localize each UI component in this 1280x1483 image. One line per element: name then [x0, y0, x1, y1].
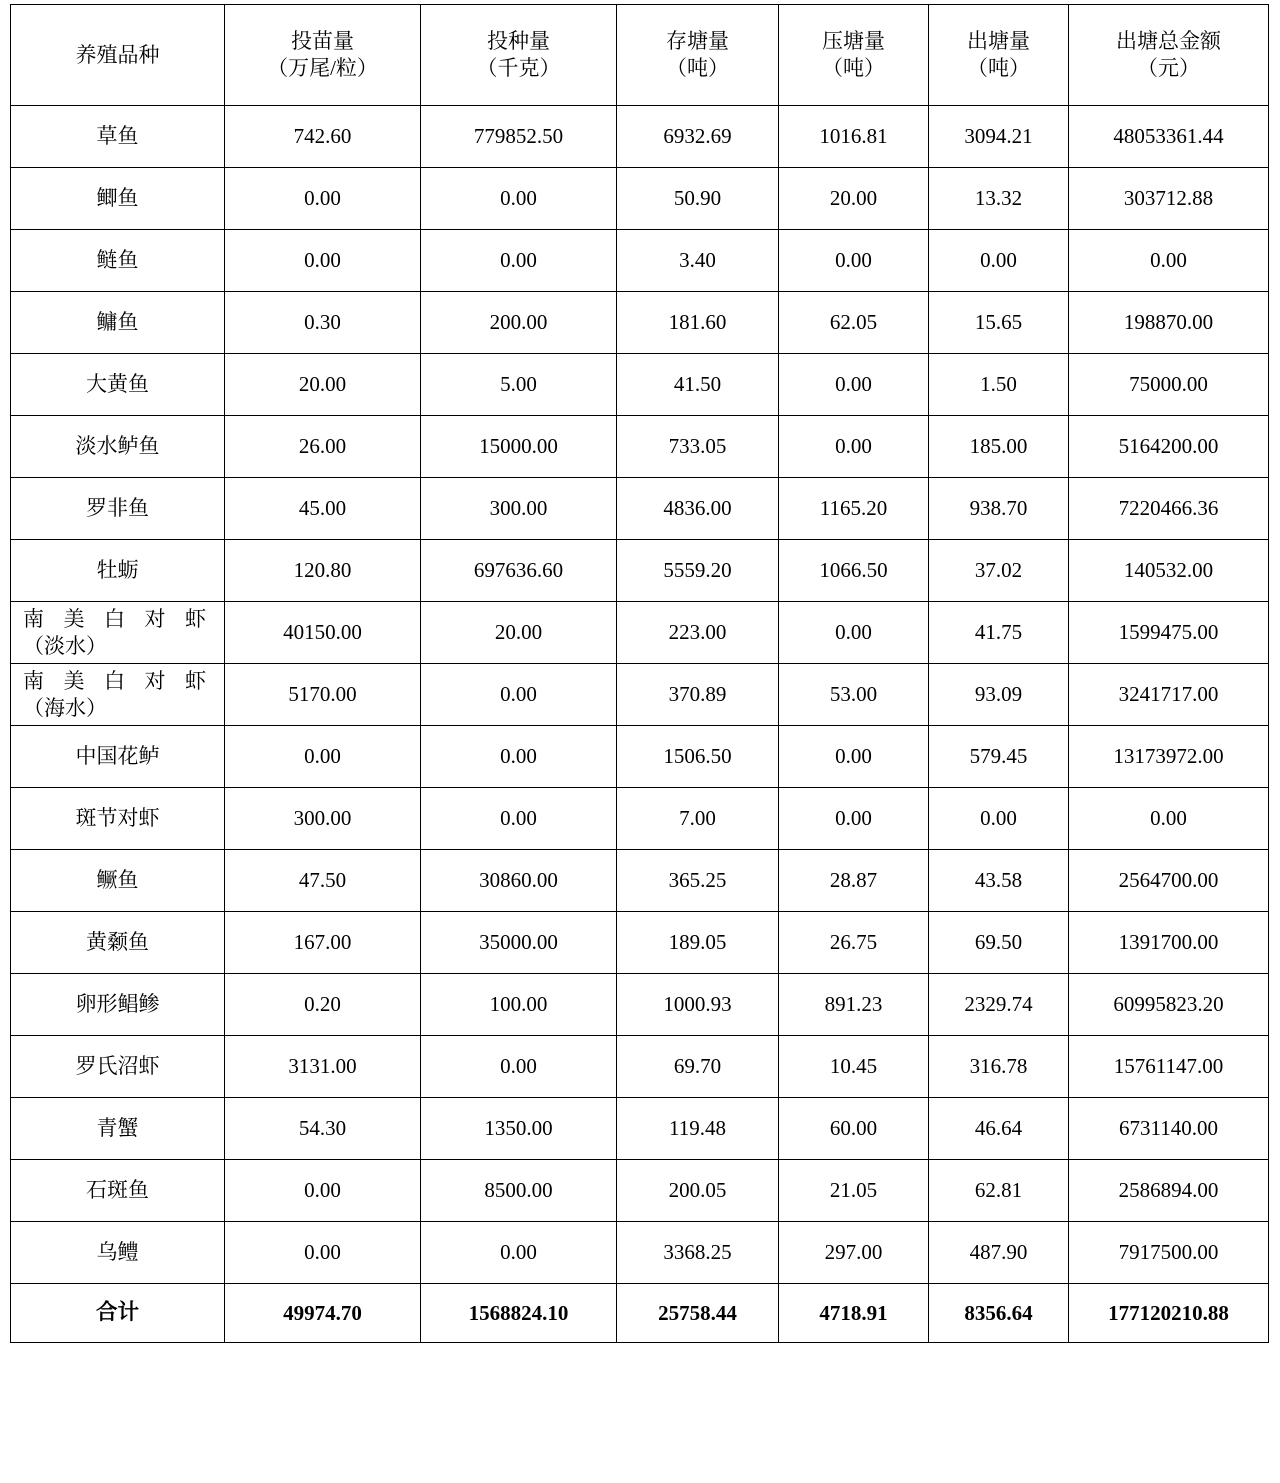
cell-harvest-volume: 46.64 [929, 1098, 1069, 1160]
cell-seedling-volume: 0.00 [225, 230, 421, 292]
cell-stocking-volume: 697636.60 [421, 540, 617, 602]
cell-seedling-volume: 0.00 [225, 1160, 421, 1222]
cell-stocking-volume: 0.00 [421, 1222, 617, 1284]
header-line-2: （元） [1137, 56, 1200, 80]
cell-pond-stock: 4836.00 [617, 478, 779, 540]
header-line-2: （吨） [666, 56, 729, 80]
cell-harvest-volume: 37.02 [929, 540, 1069, 602]
cell-seedling-volume: 300.00 [225, 788, 421, 850]
cell-species: 黄颡鱼 [11, 912, 225, 974]
header-line-1: 出塘量 [967, 29, 1030, 54]
aquaculture-statistics-table [10, 4, 1269, 1343]
header-line-1: 出塘总金额 [1116, 29, 1221, 54]
cell-stocking-volume: 8500.00 [421, 1160, 617, 1222]
cell-harvest-total-amount: 5164200.00 [1069, 416, 1269, 478]
cell-harvest-total-amount: 6731140.00 [1069, 1098, 1269, 1160]
cell-harvest-total-amount: 15761147.00 [1069, 1036, 1269, 1098]
cell-total-harvest-volume: 8356.64 [929, 1284, 1069, 1343]
cell-pond-stock: 7.00 [617, 788, 779, 850]
cell-stocking-volume: 35000.00 [421, 912, 617, 974]
cell-harvest-volume: 0.00 [929, 788, 1069, 850]
header-line-2: （千克） [476, 56, 561, 80]
cell-pond-stock: 69.70 [617, 1036, 779, 1098]
cell-stocking-volume: 1350.00 [421, 1098, 617, 1160]
cell-species: 鲢鱼 [11, 230, 225, 292]
cell-species: 乌鳢 [11, 1222, 225, 1284]
cell-held-stock: 1016.81 [779, 106, 929, 168]
table-row [11, 974, 1269, 1036]
cell-harvest-total-amount: 3241717.00 [1069, 664, 1269, 726]
cell-harvest-total-amount: 13173972.00 [1069, 726, 1269, 788]
cell-harvest-volume: 43.58 [929, 850, 1069, 912]
cell-pond-stock: 733.05 [617, 416, 779, 478]
table-row [11, 912, 1269, 974]
cell-stocking-volume: 5.00 [421, 354, 617, 416]
cell-stocking-volume: 0.00 [421, 1036, 617, 1098]
cell-species: 中国花鲈 [11, 726, 225, 788]
cell-harvest-total-amount: 7917500.00 [1069, 1222, 1269, 1284]
cell-species: 石斑鱼 [11, 1160, 225, 1222]
cell-held-stock: 26.75 [779, 912, 929, 974]
species-line-2: （海水） [23, 695, 107, 720]
header-line-1: 投种量 [487, 29, 550, 54]
table-row [11, 416, 1269, 478]
table-row [11, 1036, 1269, 1098]
cell-harvest-total-amount: 1391700.00 [1069, 912, 1269, 974]
cell-held-stock: 0.00 [779, 602, 929, 664]
cell-seedling-volume: 5170.00 [225, 664, 421, 726]
table-row [11, 850, 1269, 912]
table-row [11, 602, 1269, 664]
cell-pond-stock: 370.89 [617, 664, 779, 726]
cell-species: 大黄鱼 [11, 354, 225, 416]
cell-stocking-volume: 0.00 [421, 788, 617, 850]
cell-stocking-volume: 779852.50 [421, 106, 617, 168]
table-row [11, 1098, 1269, 1160]
header-line-1: 养殖品种 [75, 42, 160, 67]
species-line-2: （淡水） [23, 633, 107, 658]
cell-harvest-total-amount: 2586894.00 [1069, 1160, 1269, 1222]
cell-harvest-volume: 2329.74 [929, 974, 1069, 1036]
cell-seedling-volume: 0.20 [225, 974, 421, 1036]
table-row [11, 1222, 1269, 1284]
cell-pond-stock: 50.90 [617, 168, 779, 230]
cell-stocking-volume: 0.00 [421, 664, 617, 726]
cell-pond-stock: 200.05 [617, 1160, 779, 1222]
cell-stocking-volume: 30860.00 [421, 850, 617, 912]
cell-seedling-volume: 0.00 [225, 1222, 421, 1284]
cell-pond-stock: 189.05 [617, 912, 779, 974]
cell-stocking-volume: 20.00 [421, 602, 617, 664]
column-header-stocking-volume [421, 5, 617, 106]
species-line-1: 南美白对虾 [23, 606, 206, 631]
cell-harvest-total-amount: 2564700.00 [1069, 850, 1269, 912]
table-row [11, 354, 1269, 416]
cell-pond-stock: 1000.93 [617, 974, 779, 1036]
cell-stocking-volume: 0.00 [421, 726, 617, 788]
column-header-harvest-volume [929, 5, 1069, 106]
table-row [11, 106, 1269, 168]
header-line-2: （吨） [967, 56, 1030, 80]
cell-held-stock: 10.45 [779, 1036, 929, 1098]
cell-harvest-volume: 487.90 [929, 1222, 1069, 1284]
document-page [0, 4, 1280, 1343]
cell-harvest-volume: 938.70 [929, 478, 1069, 540]
cell-seedling-volume: 0.00 [225, 168, 421, 230]
cell-harvest-total-amount: 0.00 [1069, 788, 1269, 850]
cell-seedling-volume: 47.50 [225, 850, 421, 912]
cell-species: 鳜鱼 [11, 850, 225, 912]
cell-pond-stock: 223.00 [617, 602, 779, 664]
cell-harvest-volume: 3094.21 [929, 106, 1069, 168]
cell-harvest-volume: 69.50 [929, 912, 1069, 974]
cell-species: 鲫鱼 [11, 168, 225, 230]
table-row [11, 292, 1269, 354]
cell-stocking-volume: 200.00 [421, 292, 617, 354]
cell-species: 青蟹 [11, 1098, 225, 1160]
cell-species: 草鱼 [11, 106, 225, 168]
cell-stocking-volume: 100.00 [421, 974, 617, 1036]
cell-total-pond-stock: 25758.44 [617, 1284, 779, 1343]
cell-total-label: 合计 [11, 1284, 225, 1343]
cell-harvest-total-amount: 60995823.20 [1069, 974, 1269, 1036]
cell-held-stock: 1165.20 [779, 478, 929, 540]
cell-species: 罗非鱼 [11, 478, 225, 540]
cell-pond-stock: 1506.50 [617, 726, 779, 788]
cell-species: 卵形鲳鲹 [11, 974, 225, 1036]
cell-harvest-total-amount: 198870.00 [1069, 292, 1269, 354]
table-total-row [11, 1284, 1269, 1343]
cell-held-stock: 21.05 [779, 1160, 929, 1222]
cell-held-stock: 62.05 [779, 292, 929, 354]
cell-stocking-volume: 0.00 [421, 230, 617, 292]
cell-pond-stock: 181.60 [617, 292, 779, 354]
cell-stocking-volume: 15000.00 [421, 416, 617, 478]
cell-species: 斑节对虾 [11, 788, 225, 850]
cell-harvest-volume: 41.75 [929, 602, 1069, 664]
cell-harvest-total-amount: 7220466.36 [1069, 478, 1269, 540]
header-line-2: （吨） [822, 56, 885, 80]
cell-species: 牡蛎 [11, 540, 225, 602]
cell-harvest-total-amount: 140532.00 [1069, 540, 1269, 602]
header-row [11, 5, 1269, 106]
cell-harvest-volume: 93.09 [929, 664, 1069, 726]
cell-held-stock: 53.00 [779, 664, 929, 726]
cell-harvest-volume: 13.32 [929, 168, 1069, 230]
cell-held-stock: 0.00 [779, 354, 929, 416]
cell-seedling-volume: 54.30 [225, 1098, 421, 1160]
cell-seedling-volume: 167.00 [225, 912, 421, 974]
table-row [11, 230, 1269, 292]
cell-total-stocking-volume: 1568824.10 [421, 1284, 617, 1343]
table-row [11, 1160, 1269, 1222]
cell-harvest-total-amount: 0.00 [1069, 230, 1269, 292]
cell-seedling-volume: 26.00 [225, 416, 421, 478]
cell-pond-stock: 3368.25 [617, 1222, 779, 1284]
table-row [11, 540, 1269, 602]
cell-harvest-total-amount: 48053361.44 [1069, 106, 1269, 168]
cell-held-stock: 0.00 [779, 416, 929, 478]
cell-harvest-volume: 579.45 [929, 726, 1069, 788]
cell-stocking-volume: 300.00 [421, 478, 617, 540]
table-header [11, 5, 1269, 106]
cell-species [11, 664, 225, 726]
table-row [11, 168, 1269, 230]
cell-harvest-total-amount: 75000.00 [1069, 354, 1269, 416]
table-body [11, 106, 1269, 1343]
column-header-harvest-total-amount [1069, 5, 1269, 106]
cell-held-stock: 60.00 [779, 1098, 929, 1160]
cell-species: 鳙鱼 [11, 292, 225, 354]
cell-species [11, 602, 225, 664]
header-line-1: 投苗量 [291, 29, 354, 54]
cell-harvest-volume: 316.78 [929, 1036, 1069, 1098]
cell-pond-stock: 41.50 [617, 354, 779, 416]
cell-pond-stock: 119.48 [617, 1098, 779, 1160]
cell-species: 罗氏沼虾 [11, 1036, 225, 1098]
cell-seedling-volume: 45.00 [225, 478, 421, 540]
cell-seedling-volume: 20.00 [225, 354, 421, 416]
cell-seedling-volume: 0.00 [225, 726, 421, 788]
cell-harvest-volume: 15.65 [929, 292, 1069, 354]
cell-held-stock: 0.00 [779, 230, 929, 292]
cell-held-stock: 297.00 [779, 1222, 929, 1284]
header-line-1: 压塘量 [822, 29, 885, 54]
cell-species: 淡水鲈鱼 [11, 416, 225, 478]
cell-total-harvest-total-amount: 177120210.88 [1069, 1284, 1269, 1343]
cell-total-seedling-volume: 49974.70 [225, 1284, 421, 1343]
cell-harvest-volume: 62.81 [929, 1160, 1069, 1222]
table-row [11, 788, 1269, 850]
cell-held-stock: 0.00 [779, 726, 929, 788]
cell-seedling-volume: 0.30 [225, 292, 421, 354]
column-header-pond-stock [617, 5, 779, 106]
cell-held-stock: 28.87 [779, 850, 929, 912]
cell-harvest-volume: 0.00 [929, 230, 1069, 292]
cell-held-stock: 0.00 [779, 788, 929, 850]
cell-held-stock: 1066.50 [779, 540, 929, 602]
cell-seedling-volume: 40150.00 [225, 602, 421, 664]
cell-seedling-volume: 742.60 [225, 106, 421, 168]
cell-harvest-total-amount: 303712.88 [1069, 168, 1269, 230]
column-header-seedling-volume [225, 5, 421, 106]
column-header-species [11, 5, 225, 106]
table-row [11, 726, 1269, 788]
cell-pond-stock: 5559.20 [617, 540, 779, 602]
cell-pond-stock: 6932.69 [617, 106, 779, 168]
cell-harvest-total-amount: 1599475.00 [1069, 602, 1269, 664]
cell-harvest-volume: 185.00 [929, 416, 1069, 478]
cell-pond-stock: 365.25 [617, 850, 779, 912]
species-line-1: 南美白对虾 [23, 668, 206, 693]
cell-pond-stock: 3.40 [617, 230, 779, 292]
cell-seedling-volume: 3131.00 [225, 1036, 421, 1098]
header-line-2: （万尾/粒） [267, 56, 378, 80]
cell-total-held-stock: 4718.91 [779, 1284, 929, 1343]
cell-stocking-volume: 0.00 [421, 168, 617, 230]
table-row [11, 478, 1269, 540]
cell-harvest-volume: 1.50 [929, 354, 1069, 416]
header-line-1: 存塘量 [666, 29, 729, 54]
column-header-held-stock [779, 5, 929, 106]
cell-held-stock: 891.23 [779, 974, 929, 1036]
cell-held-stock: 20.00 [779, 168, 929, 230]
table-row [11, 664, 1269, 726]
cell-seedling-volume: 120.80 [225, 540, 421, 602]
